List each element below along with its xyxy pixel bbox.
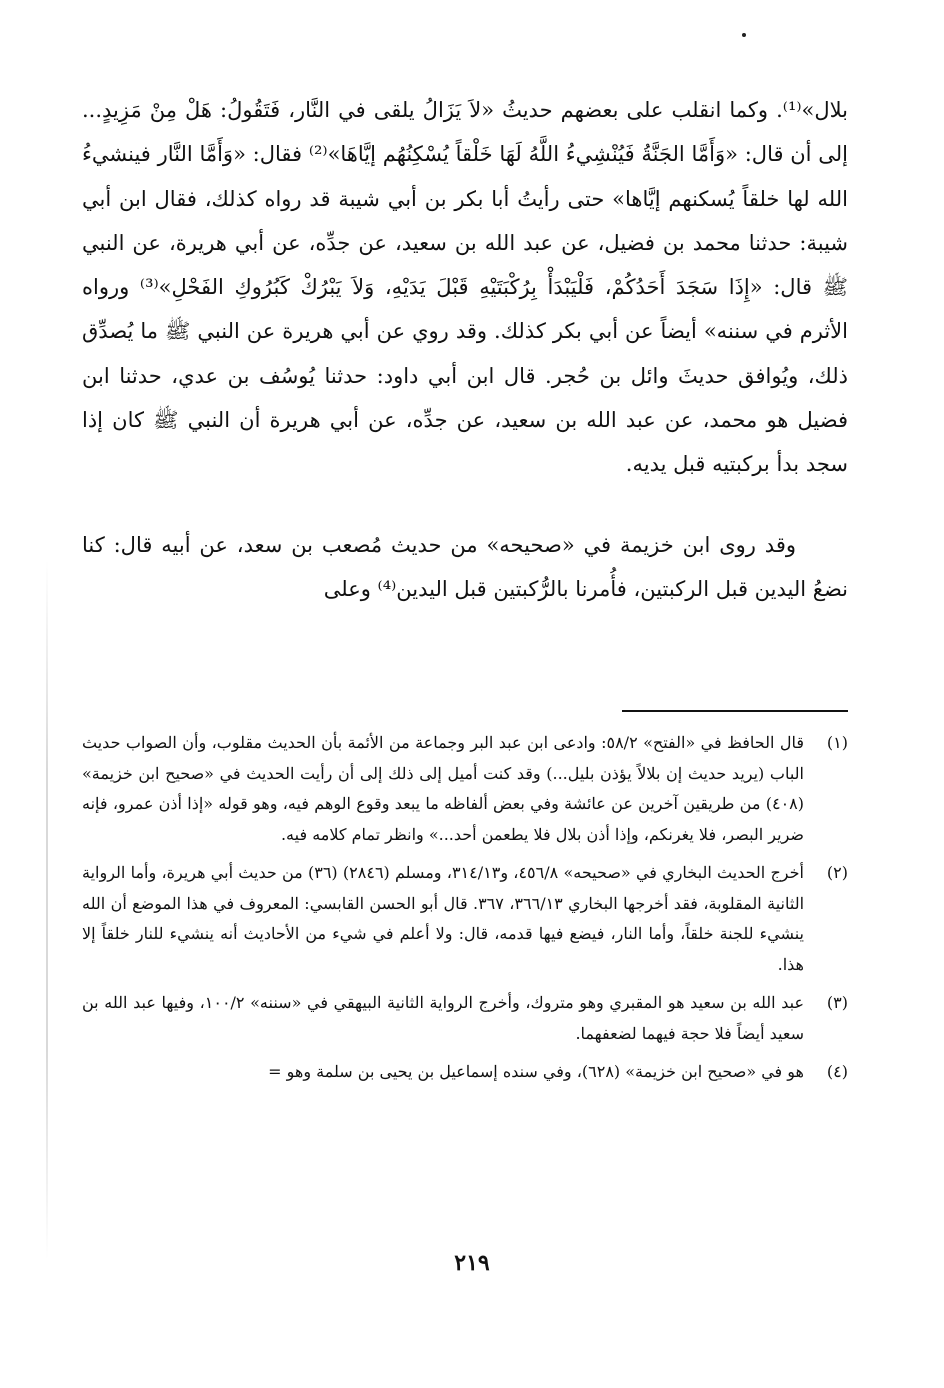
page-edge-shadow: [46, 560, 48, 1260]
footnote-2: [82, 858, 848, 980]
footnotes: [82, 728, 848, 1096]
page-number: ٢١٩: [454, 1250, 490, 1276]
footnote-text: هو في «صحيح ابن خزيمة» (٦٢٨)، وفي سنده إسماعيل بن يحيى بن سلمة وهو =: [268, 1062, 804, 1081]
main-text: [82, 88, 848, 611]
main-paragraph-1: بلال»⁽¹⁾. وكما انقلب على بعضهم حديثُ «لاَ يَزَالُ يلقى في النَّار، فَتَقُولُ: هَلْ مِنْ مَزِيدٍ... إلى أن قال: «وَأَمَّا الجَنَّةُ فَيُنْشِيءُ اللَّهُ لَهَا خَلْقاً يُسْكِنُهُم إيَّاهَا»⁽²⁾ فقال: «وَأَمَّا النَّار فينشيءُ الله لها خلقاً يُسكنهم إيَّاها» حتى رأيتُ أبا بكر بن أبي شيبة قد رواه كذلك، فقال ابن أبي شيبة: حدثنا محمد بن فضيل، عن عبد الله بن سعيد، عن جدِّه، عن أبي هريرة، عن النبي ﷺ قال: «إِذَا سَجَدَ أَحَدُكُمْ، فَلْيَبْدَأْ بِرُكْبَتَيْهِ قَبْلَ يَدَيْهِ، وَلاَ يَبْرُكْ كَبُرُوكِ الفَحْلِ»⁽³⁾ ورواه الأثرم في سننه» أيضاً عن أبي بكر كذلك. وقد روي عن أبي هريرة عن النبي ﷺ ما يُصدِّق ذلك، ويُوافق حديثَ وائل بن حُجر. قال ابن أبي داود: حدثنا يُوسُف بن عدي، حدثنا ابن فضيل هو محمد، عن عبد الله بن سعيد، عن جدِّه، عن أبي هريرة أن النبي ﷺ كان إذا سجد بدأ بركبتيه قبل يديه.: [82, 98, 849, 477]
footnote-4: [82, 1057, 848, 1088]
footnote-number: (٤): [826, 1062, 848, 1081]
footnote-separator: [622, 710, 848, 712]
footnote-number: (٣): [826, 993, 848, 1012]
footnote-number: (٢): [826, 863, 848, 882]
footnote-text: أخرج الحديث البخاري في «صحيحه» ٤٥٦/٨، و٣١٤/١٣، ومسلم (٢٨٤٦) (٣٦) من حديث أبي هريرة، وأما الرواية الثانية المقلوبة، فقد أخرجها البخاري ٣٦٦/١٣، ٣٦٧. قال أبو الحسن القابسي: المعروف في هذا الموضع أن الله ينشيء للجنة خلقاً، وأما النار، فيضع فيها قدمه، قال: ولا أعلم في شيء من الأحاديث أنه ينشيء للنار خلقاً إلا هذا.: [82, 863, 805, 974]
ink-speck: [742, 33, 746, 37]
footnote-number: (١): [826, 733, 848, 752]
footnote-3: [82, 988, 848, 1049]
footnote-text: قال الحافظ في «الفتح» ٥٨/٢: وادعى ابن عبد البر وجماعة من الأئمة بأن الحديث مقلوب، وأن الصواب حديث الباب (يريد حديث إن بلالاً يؤذن بليل...) وقد كنت أميل إلى ذلك إلى أن رأيت الحديث في «صحيح ابن خزيمة» (٤٠٨) من طريقين آخرين عن عائشة وفي بعض ألفاظه ما يبعد وقوع الوهم فيه، وهو قوله «إذا أذن عمرو، فإنه ضرير البصر، فلا يغرنكم، وإذا أذن بلال فلا يطعمن أحد...» وانظر تمام كلامه فيه.: [82, 733, 804, 844]
footnote-1: [82, 728, 848, 850]
footnote-text: عبد الله بن سعيد هو المقبري وهو متروك، وأخرج الرواية الثانية البيهقي في «سننه» ١٠٠/٢، وفيها عبد الله بن سعيد أيضاً فلا حجة فيهما لضعفهما.: [82, 993, 805, 1043]
main-paragraph-2: وقد روى ابن خزيمة في «صحيحه» من حديث مُصعب بن سعد، عن أبيه قال: كنا نضعُ اليدين قبل الركبتين، فأُمرنا بالرُّكبتين قبل اليدين⁽⁴⁾ وعلى: [82, 532, 848, 601]
